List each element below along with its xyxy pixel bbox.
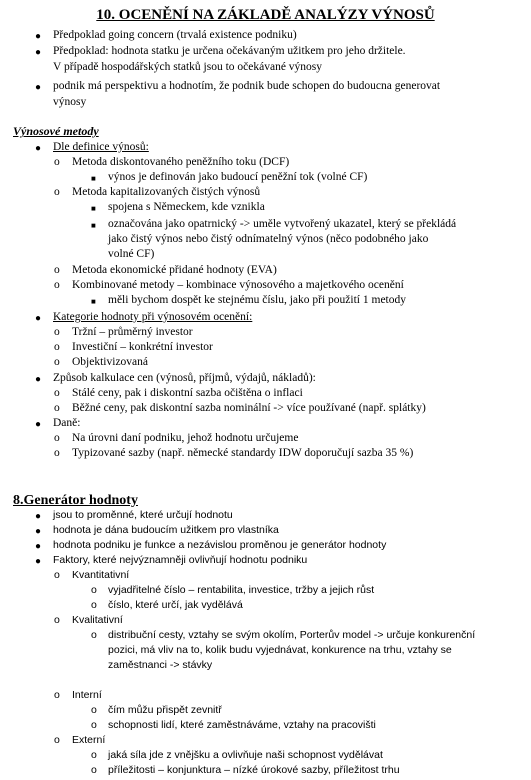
list-item: Interní xyxy=(72,689,102,701)
circle-bullet-icon: o xyxy=(54,387,60,399)
list-item: Dle definice výnosů: xyxy=(53,141,149,153)
page-title: 10. OCENĚNÍ NA ZÁKLADĚ ANALÝZY VÝNOSŮ xyxy=(96,7,435,23)
bullet-icon: ● xyxy=(35,374,42,385)
circle-bullet-icon: o xyxy=(91,704,97,716)
list-item: Kombinované metody – kombinace výnosového a majetkového ocenění xyxy=(72,279,404,291)
circle-bullet-icon: o xyxy=(54,447,60,459)
circle-bullet-icon: o xyxy=(54,356,60,368)
circle-bullet-icon: o xyxy=(91,599,97,611)
circle-bullet-icon: o xyxy=(54,734,60,746)
list-item: schopnosti lidí, které zaměstnáváme, vztahy na pracovišti xyxy=(108,719,376,731)
circle-bullet-icon: o xyxy=(91,719,97,731)
section-heading-generator: 8.Generátor hodnoty xyxy=(13,493,138,508)
list-item: Kvalitativní xyxy=(72,614,123,626)
bullet-icon: ● xyxy=(35,143,42,154)
list-item: Objektivizovaná xyxy=(72,356,149,368)
list-item: Metoda kapitalizovaných čistých výnosů xyxy=(72,186,261,198)
list-item: Metoda ekonomické přidané hodnoty (EVA) xyxy=(72,264,277,276)
intro-item-cont: V případě hospodářských statků jsou to očekávané výnosy xyxy=(53,61,323,73)
list-item: distribuční cesty, vztahy se svým okolím, Porterův model -> určuje konkurenční xyxy=(108,629,476,641)
circle-bullet-icon: o xyxy=(54,432,60,444)
intro-item: Předpoklad: hodnota statku je určena očekávaným užitkem pro jeho držitele. xyxy=(53,45,406,57)
bullet-icon: ● xyxy=(35,419,42,430)
intro-item: Předpoklad going concern (trvalá existence podniku) xyxy=(53,29,297,41)
list-item: vyjadřitelné číslo – rentabilita, investice, tržby a jejich růst xyxy=(108,584,375,596)
list-item: měli bychom dospět ke stejnému číslu, jako při použití 1 metody xyxy=(108,294,406,306)
list-item: Typizované sazby (např. německé standardy IDW doporučují sazba 35 %) xyxy=(72,447,414,459)
list-item: hodnota je dána budoucím užitkem pro vlastníka xyxy=(53,524,279,536)
list-item: jaká síla jde z vnějšku a ovlivňuje naši schopnost vydělávat xyxy=(108,749,383,761)
list-item: Externí xyxy=(72,734,106,746)
circle-bullet-icon: o xyxy=(54,402,60,414)
circle-bullet-icon: o xyxy=(54,279,60,291)
circle-bullet-icon: o xyxy=(91,764,97,776)
circle-bullet-icon: o xyxy=(54,614,60,626)
circle-bullet-icon: o xyxy=(54,326,60,338)
square-bullet-icon: ■ xyxy=(91,221,96,230)
list-item: výnos je definován jako budoucí peněžní tok (volné CF) xyxy=(108,171,368,183)
section-heading-vynosove: Výnosové metody xyxy=(13,124,99,138)
intro-item: podnik má perspektivu a hodnotím, že podnik bude schopen do budoucna generovat xyxy=(53,80,441,92)
bullet-icon: ● xyxy=(35,82,42,93)
list-item: číslo, které určí, jak vydělává xyxy=(108,599,243,611)
intro-item-cont: výnosy xyxy=(53,96,87,108)
list-item: čím můžu přispět zevnitř xyxy=(108,704,222,716)
circle-bullet-icon: o xyxy=(91,584,97,596)
circle-bullet-icon: o xyxy=(91,749,97,761)
bullet-icon: ● xyxy=(35,556,42,567)
list-item: Investiční – konkrétní investor xyxy=(72,341,213,353)
list-item: jsou to proměnné, které určují hodnotu xyxy=(53,509,233,521)
square-bullet-icon: ■ xyxy=(91,174,96,183)
bullet-icon: ● xyxy=(35,47,42,58)
bullet-icon: ● xyxy=(35,313,42,324)
list-item-cont: zaměstnanci -> stávky xyxy=(108,659,213,671)
list-item: Faktory, které nejvýznamněji ovlivňují hodnotu podniku xyxy=(53,554,308,566)
bullet-icon: ● xyxy=(35,511,42,522)
bullet-icon: ● xyxy=(35,31,42,42)
circle-bullet-icon: o xyxy=(54,689,60,701)
list-item: příležitosti – konjunktura – nízké úrokové sazby, příležitost trhu xyxy=(108,764,400,776)
list-item: Běžné ceny, pak diskontní sazba nominální -> více používané (např. splátky) xyxy=(72,402,426,414)
list-item-cont: jako čistý výnos nebo čistý odnímatelný výnos (něco podobného jako xyxy=(108,233,429,245)
list-item: označována jako opatrnický -> uměle vytvořený ukazatel, který se překládá xyxy=(108,218,457,230)
square-bullet-icon: ■ xyxy=(91,204,96,213)
list-item: Daně: xyxy=(53,417,81,429)
circle-bullet-icon: o xyxy=(91,629,97,641)
list-item-cont: volné CF) xyxy=(108,248,155,260)
list-item: spojena s Německem, kde vznikla xyxy=(108,201,265,213)
circle-bullet-icon: o xyxy=(54,264,60,276)
list-item: Tržní – průměrný investor xyxy=(72,326,193,338)
list-item: Na úrovni daní podniku, jehož hodnotu určujeme xyxy=(72,432,299,444)
circle-bullet-icon: o xyxy=(54,186,60,198)
list-item: Metoda diskontovaného peněžního toku (DCF) xyxy=(72,156,290,168)
circle-bullet-icon: o xyxy=(54,569,60,581)
list-item: Kategorie hodnoty při výnosovém ocenění: xyxy=(53,311,253,323)
bullet-icon: ● xyxy=(35,541,42,552)
list-item: Způsob kalkulace cen (výnosů, příjmů, výdajů, nákladů): xyxy=(53,372,316,384)
bullet-icon: ● xyxy=(35,526,42,537)
circle-bullet-icon: o xyxy=(54,156,60,168)
list-item: Stálé ceny, pak i diskontní sazba očištěna o inflaci xyxy=(72,387,303,399)
list-item: Kvantitativní xyxy=(72,569,130,581)
list-item: hodnota podniku je funkce a nezávislou proměnou je generátor hodnoty xyxy=(53,539,387,551)
square-bullet-icon: ■ xyxy=(91,297,96,306)
list-item-cont: pozici, má vliv na to, kolik budu vyjednávat, konkurence na trhu, vztahy se xyxy=(108,644,452,656)
circle-bullet-icon: o xyxy=(54,341,60,353)
